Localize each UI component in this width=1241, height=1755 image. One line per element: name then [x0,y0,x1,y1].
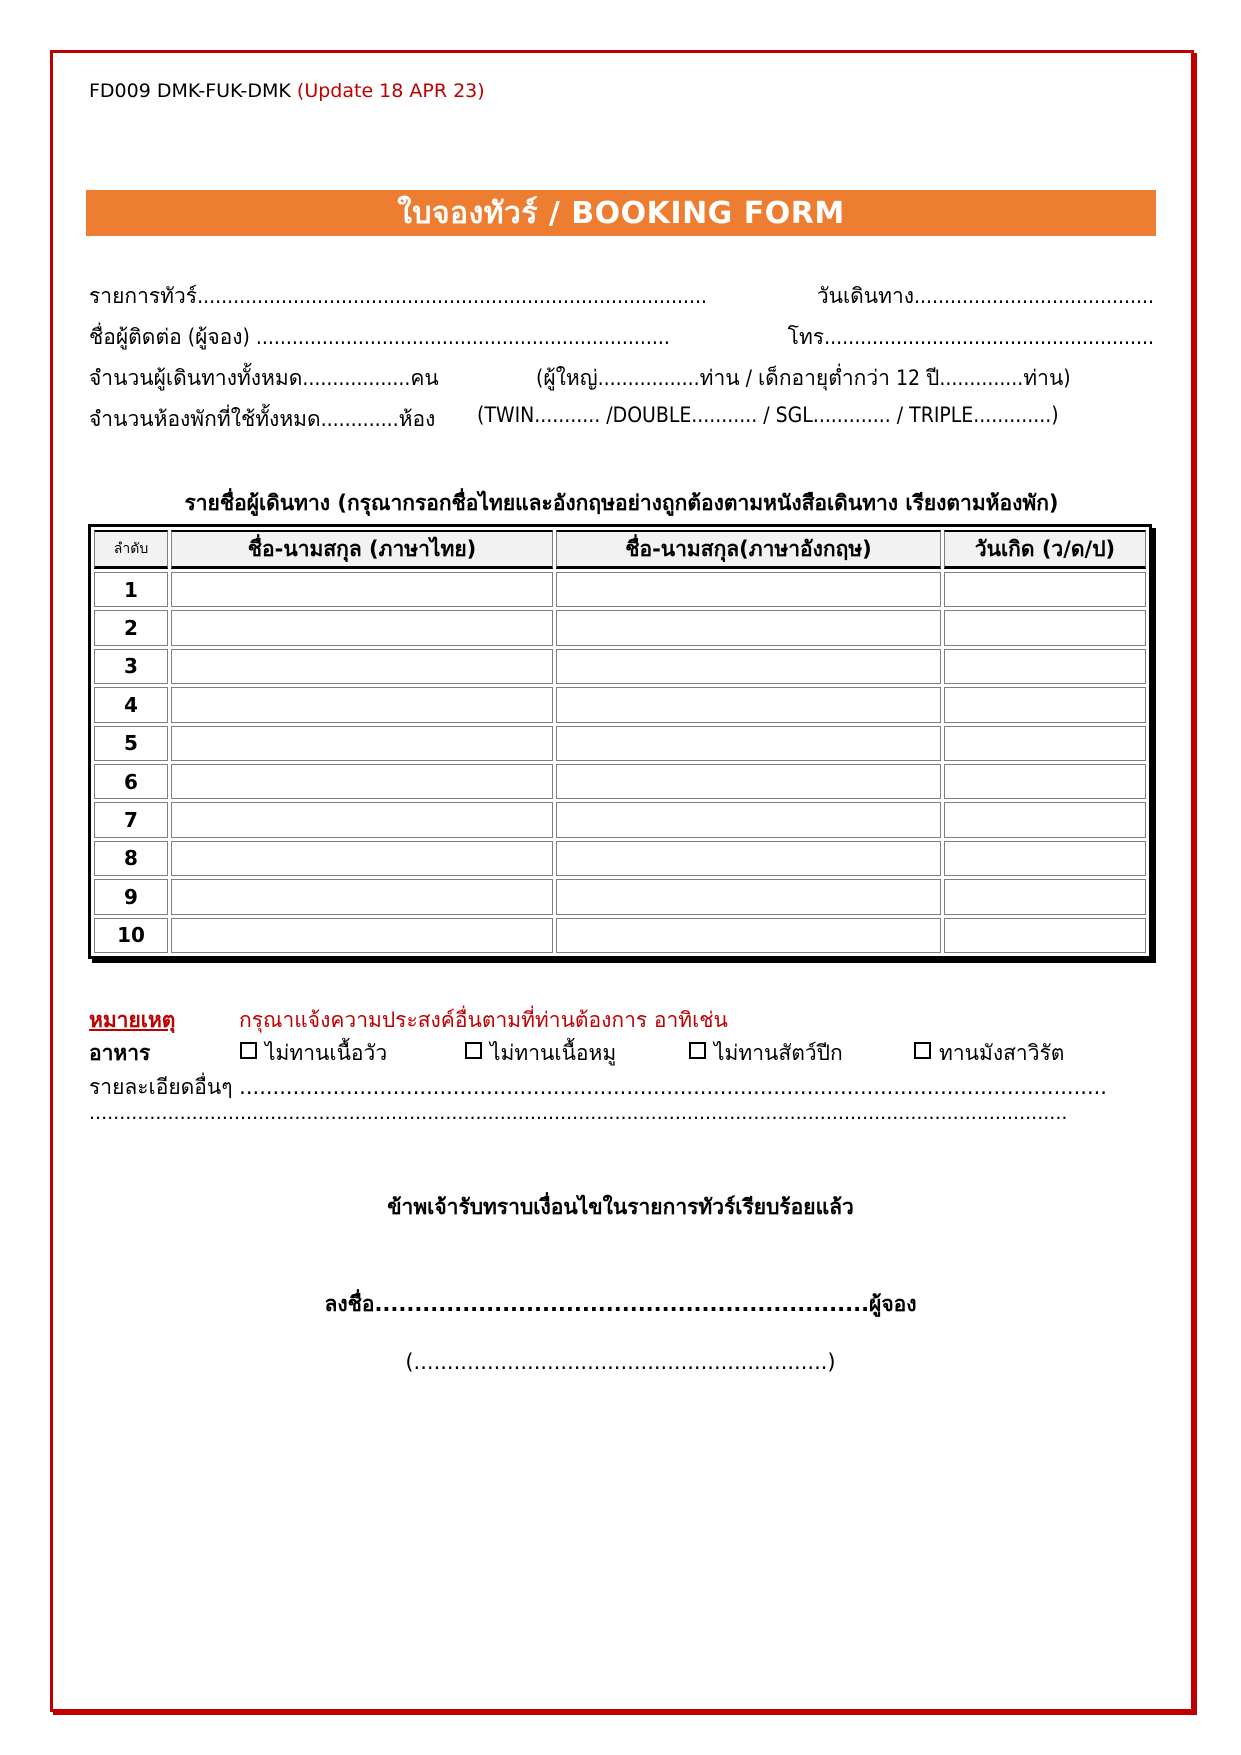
food-option-no-beef[interactable] [240,1037,387,1070]
phone-field[interactable]: โทร....................................................... [787,325,1154,349]
birthdate-cell[interactable] [944,841,1146,876]
english-name-cell[interactable] [556,918,941,953]
food-option-label: ไม่ทานเนื้อหมู [490,1041,617,1065]
info-line-contact [89,321,1154,354]
thai-name-cell[interactable] [171,610,553,645]
col-header-birthdate: วันเกิด (ว/ด/ป) [944,530,1146,569]
food-option-label: ไม่ทานสัตว์ปีก [714,1041,843,1065]
food-label: อาหาร [89,1041,151,1065]
english-name-cell[interactable] [556,764,941,799]
row-number: 7 [94,802,168,837]
thai-name-cell[interactable] [171,687,553,722]
signature-name-field[interactable]: (..............................................................) [405,1350,836,1374]
table-row [94,841,1146,876]
row-number: 9 [94,879,168,914]
room-types-field[interactable]: (TWIN........... /DOUBLE........... / SGL............. / TRIPLE.............) [477,403,1059,427]
row-number: 6 [94,764,168,799]
passenger-heading: รายชื่อผู้เดินทาง (กรุณากรอกชื่อไทยและอังกฤษอย่างถูกต้องตามหนังสือเดินทาง เรียงตามห้องพัก) [184,491,1059,515]
table-row [94,918,1146,953]
thai-name-cell[interactable] [171,726,553,761]
row-number: 3 [94,649,168,684]
birthdate-cell[interactable] [944,649,1146,684]
contact-name-field[interactable]: ชื่อผู้ติดต่อ (ผู้จอง) ..................................................................... [89,325,670,349]
food-option-label: ไม่ทานเนื้อวัว [265,1041,388,1065]
thai-name-cell[interactable] [171,572,553,607]
total-travelers-field[interactable]: จำนวนผู้เดินทางทั้งหมด..................คน [89,366,439,390]
thai-name-cell[interactable] [171,649,553,684]
english-name-cell[interactable] [556,726,941,761]
food-option-no-poultry[interactable] [689,1037,843,1070]
travel-date-field[interactable]: วันเดินทาง........................................ [816,284,1154,308]
table-row [94,802,1146,837]
form-code-text: FD009 DMK-FUK-DMK [89,80,291,102]
form-code [89,80,485,102]
english-name-cell[interactable] [556,687,941,722]
total-rooms-field[interactable]: จำนวนห้องพักที่ใช้ทั้งหมด.............ห้อง [89,407,436,431]
english-name-cell[interactable] [556,841,941,876]
other-details-field[interactable]: รายละเอียดอื่นๆ .................................................................................................................................. [89,1075,1107,1099]
info-line-tour [89,280,1154,313]
english-name-cell[interactable] [556,802,941,837]
row-number: 10 [94,918,168,953]
table-row [94,649,1146,684]
row-number: 8 [94,841,168,876]
thai-name-cell[interactable] [171,841,553,876]
english-name-cell[interactable] [556,649,941,684]
english-name-cell[interactable] [556,879,941,914]
birthdate-cell[interactable] [944,918,1146,953]
info-line-travelers [89,362,1154,395]
checkbox-icon[interactable] [914,1042,931,1059]
update-close: ) [477,80,485,102]
row-number: 5 [94,726,168,761]
birthdate-cell[interactable] [944,726,1146,761]
form-title: ใบจองทัวร์ / BOOKING FORM [86,190,1156,236]
birthdate-cell[interactable] [944,687,1146,722]
table-row [94,726,1146,761]
passenger-table [88,524,1152,959]
checkbox-icon[interactable] [240,1042,257,1059]
thai-name-cell[interactable] [171,918,553,953]
thai-name-cell[interactable] [171,802,553,837]
row-number: 4 [94,687,168,722]
col-header-english-name: ชื่อ-นามสกุล(ภาษาอังกฤษ) [556,530,941,569]
update-date: Update 18 APR 23 [304,80,478,102]
row-number: 1 [94,572,168,607]
checkbox-icon[interactable] [465,1042,482,1059]
birthdate-cell[interactable] [944,764,1146,799]
signature-field[interactable]: ลงชื่อ..............................................................ผู้จอง [324,1292,917,1316]
checkbox-icon[interactable] [689,1042,706,1059]
birthdate-cell[interactable] [944,572,1146,607]
table-row [94,764,1146,799]
update-open: ( [296,80,305,102]
birthdate-cell[interactable] [944,879,1146,914]
table-row [94,879,1146,914]
row-number: 2 [94,610,168,645]
note-text: กรุณาแจ้งความประสงค์อื่นตามที่ท่านต้องการ อาทิเช่น [239,1008,728,1032]
thai-name-cell[interactable] [171,764,553,799]
thai-name-cell[interactable] [171,879,553,914]
table-row [94,610,1146,645]
english-name-cell[interactable] [556,610,941,645]
note-label: หมายเหตุ [89,1008,176,1032]
tour-program-field[interactable]: รายการทัวร์..................................................................................... [89,284,707,308]
table-row [94,687,1146,722]
info-line-rooms [89,403,1154,436]
note-row [89,1004,728,1037]
birthdate-cell[interactable] [944,610,1146,645]
traveler-breakdown-field[interactable]: (ผู้ใหญ่.................ท่าน / เด็กอายุต่ำกว่า 12 ปี..............ท่าน) [536,366,1071,390]
food-option-label: ทานมังสาวิรัต [939,1041,1065,1065]
acknowledgement: ข้าพเจ้ารับทราบเงื่อนไขในรายการทัวร์เรียบร้อยแล้ว [387,1195,854,1219]
table-row [94,572,1146,607]
col-header-thai-name: ชื่อ-นามสกุล (ภาษาไทย) [171,530,553,569]
col-header-no: ลำดับ [94,530,168,569]
birthdate-cell[interactable] [944,802,1146,837]
other-details-line-2[interactable]: .................................................................................................................................................................. [89,1102,1068,1124]
food-option-vegetarian[interactable] [914,1037,1064,1070]
english-name-cell[interactable] [556,572,941,607]
food-option-no-pork[interactable] [465,1037,616,1070]
